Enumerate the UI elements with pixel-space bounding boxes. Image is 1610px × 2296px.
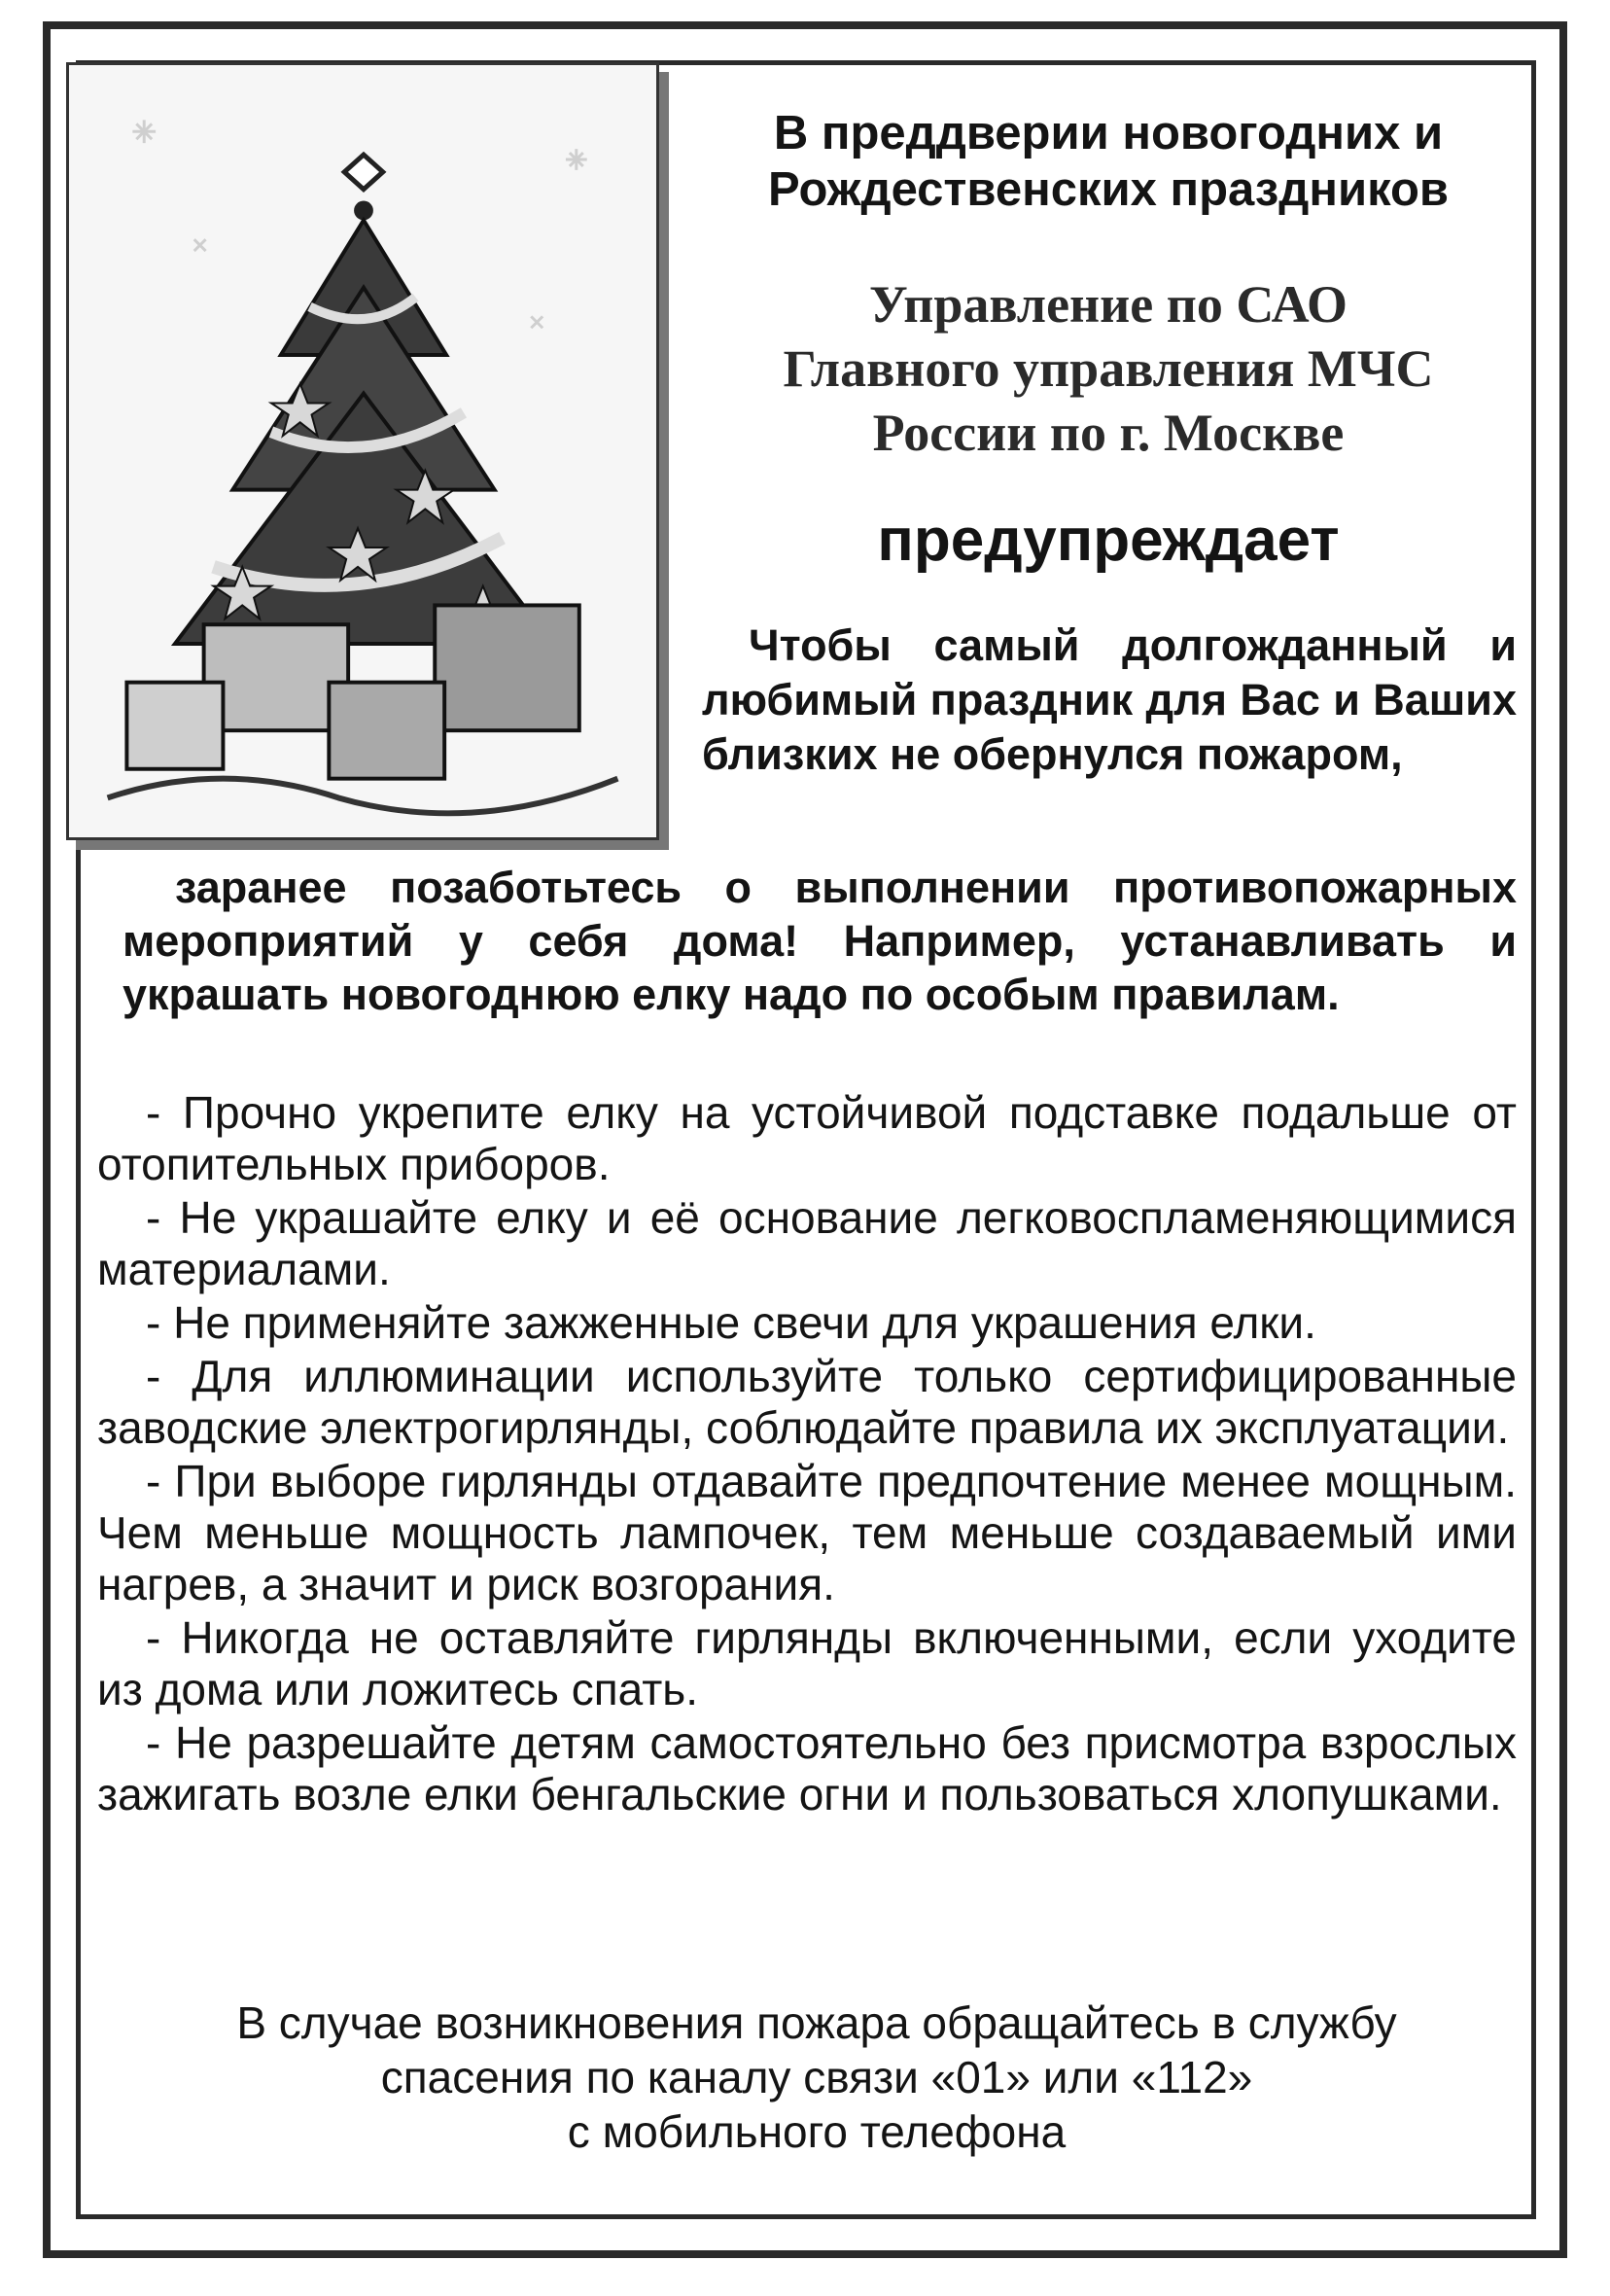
department-line-1: Управление по САО (869, 275, 1348, 334)
rule-item (97, 1297, 1517, 1349)
rule-text: - Не применяйте зажженные свечи для украшения елки. (146, 1297, 1316, 1348)
rule-text: - Не украшайте елку и её основание легковоспламеняющимися материалами. (97, 1192, 1517, 1294)
heading-line-1: В преддверии новогодних и (773, 107, 1444, 159)
announcement-heading (700, 105, 1517, 218)
rule-text: - Прочно укрепите елку на устойчивой подставке подальше от отопительных приборов. (97, 1087, 1517, 1189)
rule-item (97, 1612, 1517, 1715)
rule-item (97, 1087, 1517, 1190)
intro-text-1: Чтобы самый долгожданный и любимый праздник для Вас и Ваших близких не обернулся пожаром, (702, 620, 1517, 779)
christmas-tree-icon (69, 65, 656, 837)
rule-text: - Никогда не оставляйте гирлянды включенными, если уходите из дома или ложитесь спать. (97, 1612, 1517, 1714)
rule-text: - Для иллюминации используйте только сертифицированные заводские электрогирлянды, соблюдайте правила их эксплуатации. (97, 1351, 1517, 1453)
emergency-contact-note (117, 1996, 1517, 2159)
footer-line-1: В случае возникновения пожара обращайтесь в службу (236, 1997, 1397, 2048)
department-line-3: России по г. Москве (872, 404, 1345, 462)
rule-text: - Не разрешайте детям самостоятельно без присмотра взрослых зажигать возле елки бенгальские огни и пользоваться хлопушками. (97, 1717, 1517, 1819)
rule-text: - При выборе гирлянды отдавайте предпочтение менее мощным. Чем меньше мощность лампочек, тем меньше создаваемый ими нагрев, а значит и риск возгорания. (97, 1456, 1517, 1609)
department-name (700, 272, 1517, 465)
christmas-tree-image (66, 62, 659, 840)
rule-item (97, 1192, 1517, 1295)
heading-line-2: Рождественских праздников (767, 163, 1450, 216)
intro-paragraph-part-2 (122, 861, 1517, 1021)
safety-rules-list (97, 1087, 1517, 1822)
rule-item (97, 1351, 1517, 1454)
intro-text-2: заранее позаботьтесь о выполнении противопожарных мероприятий у себя дома! Например, устанавливать и украшать новогоднюю елку надо по особым правилам. (122, 863, 1517, 1019)
intro-paragraph-part-1 (702, 618, 1517, 782)
rule-item (97, 1717, 1517, 1820)
warns-title: предупреждает (877, 507, 1340, 574)
footer-line-2: спасения по каналу связи «01» или «112» (380, 2052, 1253, 2102)
rule-item (97, 1456, 1517, 1610)
footer-line-3: с мобильного телефона (567, 2106, 1067, 2157)
department-line-2: Главного управления МЧС (783, 339, 1434, 398)
